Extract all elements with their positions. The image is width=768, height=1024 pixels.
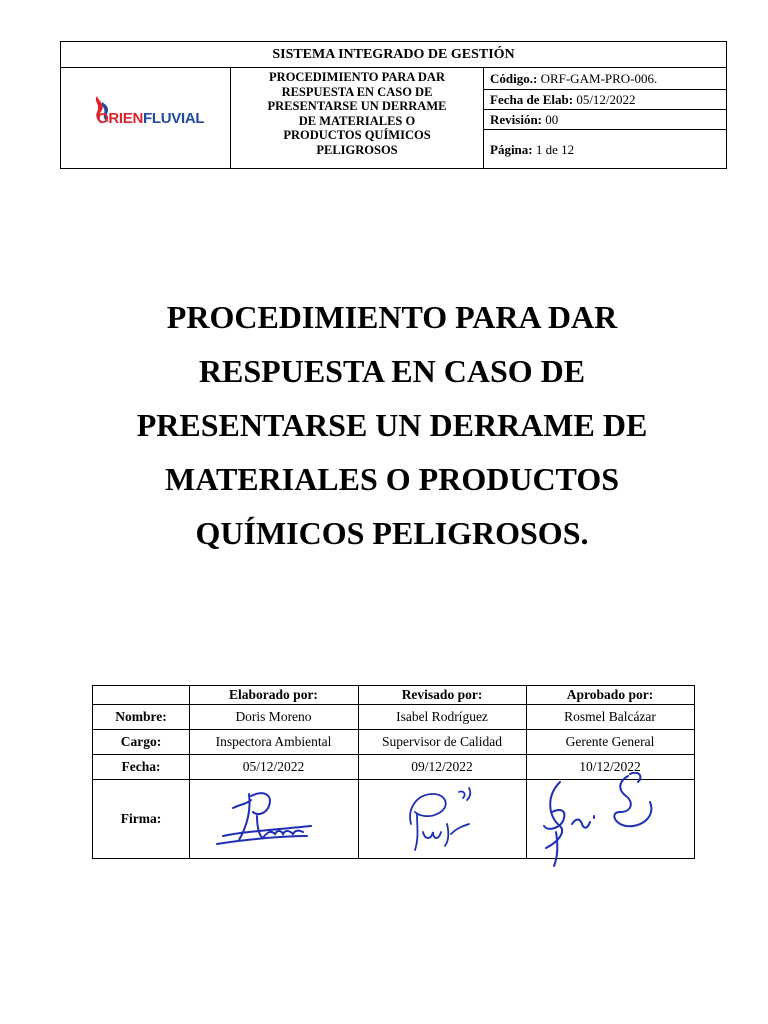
date-value: 05/12/2022 xyxy=(576,92,636,107)
title-line: PROCEDIMIENTO PARA DAR xyxy=(166,299,618,335)
row-label-date: Fecha: xyxy=(121,759,161,774)
row-label-name: Nombre: xyxy=(115,709,167,724)
date-row: Fecha de Elab: 05/12/2022 xyxy=(484,90,726,110)
title-line: RESPUESTA EN CASO DE xyxy=(198,353,586,389)
name-approved: Rosmel Balcázar xyxy=(564,709,656,724)
signature-reviewed xyxy=(393,784,493,854)
procedure-title xyxy=(231,68,484,169)
column-header-reviewed: Revisado por: xyxy=(401,687,483,702)
date-prepared: 05/12/2022 xyxy=(242,759,305,774)
document-header-table xyxy=(60,41,727,169)
procedure-title-line: PRODUCTOS QUÍMICOS xyxy=(283,128,431,142)
signature-approved xyxy=(538,772,678,868)
approvals-table xyxy=(92,685,695,859)
logo-wordmark: ORIENFLUVIAL xyxy=(97,110,205,127)
document-meta xyxy=(484,68,726,169)
role-approved: Gerente General xyxy=(565,734,655,749)
name-reviewed: Isabel Rodríguez xyxy=(396,709,488,724)
revision-value: 00 xyxy=(545,112,559,127)
document-title xyxy=(80,290,704,560)
procedure-title-line: RESPUESTA EN CASO DE xyxy=(281,84,433,99)
title-line: PRESENTARSE UN DERRAME DE xyxy=(136,407,648,443)
code-row: Código.: ORF-GAM-PRO-006. xyxy=(484,68,726,90)
procedure-title-line: PRESENTARSE UN DERRAME xyxy=(267,99,447,113)
revision-row: Revisión: 00 xyxy=(484,110,726,130)
row-label-role: Cargo: xyxy=(120,734,162,749)
page-row: Página: 1 de 12 xyxy=(490,142,575,157)
procedure-title-line: PROCEDIMIENTO PARA DAR xyxy=(269,70,445,84)
column-header-prepared: Elaborado por: xyxy=(229,687,318,702)
role-reviewed: Supervisor de Calidad xyxy=(382,734,502,749)
logo-cell xyxy=(61,68,231,169)
role-prepared: Inspectora Ambiental xyxy=(215,734,332,749)
signature-prepared xyxy=(211,786,321,852)
procedure-title-line: PELIGROSOS xyxy=(316,142,398,157)
row-label-signature: Firma: xyxy=(120,811,162,826)
column-header-approved: Aprobado por: xyxy=(566,687,654,702)
date-approved: 10/12/2022 xyxy=(579,759,641,774)
company-logo xyxy=(83,90,213,140)
title-line: QUÍMICOS PELIGROSOS. xyxy=(195,515,589,551)
title-line: MATERIALES O PRODUCTOS xyxy=(165,461,619,497)
system-title: SISTEMA INTEGRADO DE GESTIÓN xyxy=(61,42,726,68)
code-value: ORF-GAM-PRO-006. xyxy=(540,71,658,86)
date-reviewed: 09/12/2022 xyxy=(411,759,473,774)
procedure-title-line: DE MATERIALES O xyxy=(298,113,416,128)
name-prepared: Doris Moreno xyxy=(235,709,312,724)
page-value: 1 de 12 xyxy=(535,142,575,157)
